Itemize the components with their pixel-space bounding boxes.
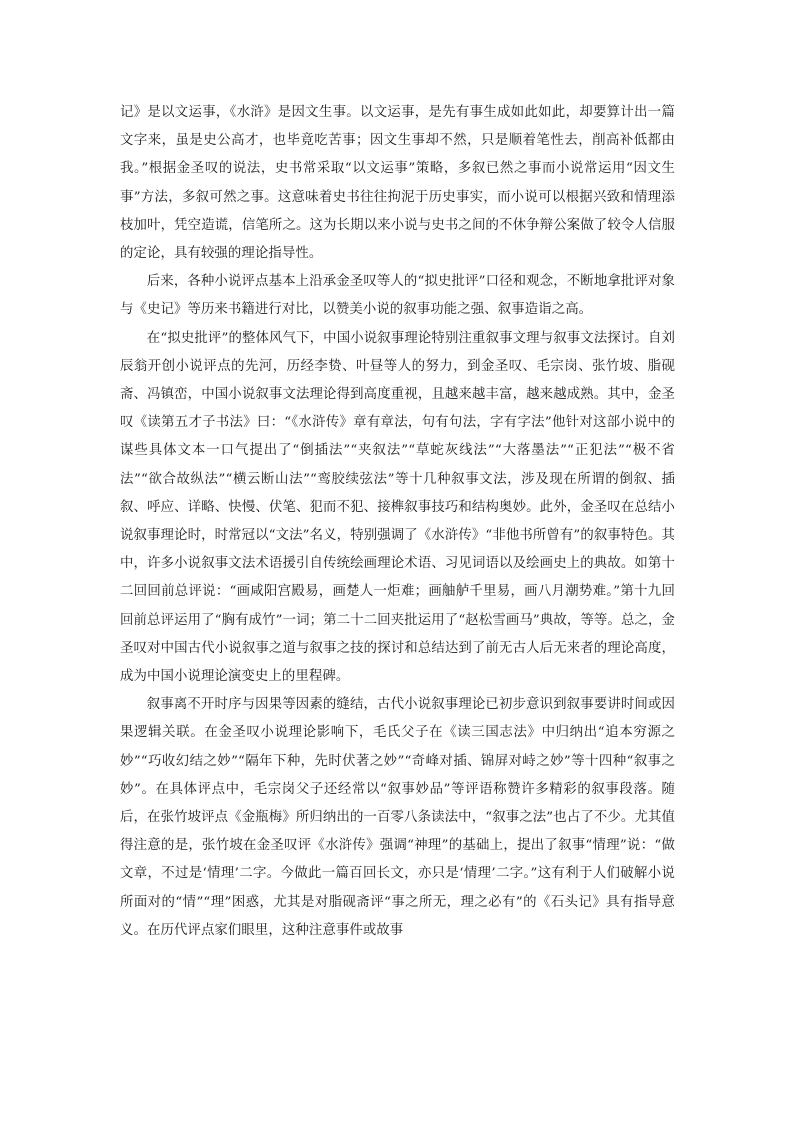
document-page — [120, 99, 675, 945]
body-paragraph-4: 叙事离不开时序与因果等因素的缝结，古代小说叙事理论已初步意识到叙事要讲时间或因果逻辑关联。在金圣叹小说理论影响下，毛氏父子在《读三国志法》中归纳出“追本穷源之妙”“巧收幻结之妙”“隔年下种，先时伏著之妙”“奇峰对插、锦屏对峙之妙”等十四种“叙事之妙”。在具体评点中，毛宗岗父子还经常以“叙事妙品”等评语称赞许多精彩的叙事段落。随后，在张竹坡评点《金瓶梅》所归纳出的一百零八条读法中，“叙事之法”也占了不少。尤其值得注意的是，张竹坡在金圣叹评《水浒传》强调“神理”的基础上，提出了叙事“情理”说：“做文章，不过是‘情理’二字。今做此一篇百回长文，亦只是‘情理’二字。”这有利于人们破解小说所面对的“情”“理”困惑，尤其是对脂砚斋评“事之所无，理之必有”的《石头记》具有指导意义。在历代评点家们眼里，这种注意事件或故事 — [120, 697, 675, 938]
body-paragraph-3: 在“拟史批评”的整体风气下，中国小说叙事理论特别注重叙事文理与叙事文法探讨。自刘辰翁开创小说评点的先河，历经李贽、叶昼等人的努力，到金圣叹、毛宗岗、张竹坡、脂砚斋、冯镇峦，中国小说叙事文法理论得到高度重视，且越来越丰富，越来越成熟。其中，金圣叹《读第五才子书法》曰：“《水浒传》章有章法，句有句法，字有字法”他针对这部小说中的谋些具体文本一口气提出了“倒插法”“夹叙法”“草蛇灰线法”“大落墨法”“正犯法”“极不省法”“欲合故纵法”“横云断山法”“鸾胶续弦法”等十几种叙事文法，涉及现在所谓的倒叙、插叙、呼应、详略、快慢、伏笔、犯而不犯、接榫叙事技巧和结构奥妙。此外，金圣叹在总结小说叙事理论时，时常冠以“文法”名义，特别强调了《水浒传》“非他书所曾有”的叙事特色。其中，许多小说叙事文法术语援引自传统绘画理论术语、习见词语以及绘画史上的典故。如第十二回回前总评说：“画咸阳宫殿易，画楚人一炬难；画舳舻千里易，画八月潮势难。”第十九回回前总评运用了“胸有成竹”一词；第二十二回夹批运用了“赵松雪画马”典故，等等。总之，金圣叹对中国古代小说叙事之道与叙事之技的探讨和总结达到了前无古人后无来者的理论高度，成为中国小说理论演变史上的里程碑。 — [120, 330, 675, 685]
body-paragraph-2: 后来，各种小说评点基本上沿承金圣叹等人的“拟史批评”口径和观念，不断地拿批评对象与《史记》等历来书籍进行对比，以赞美小说的叙事功能之强、叙事造诣之高。 — [120, 274, 675, 318]
body-paragraph-1: 记》是以文运事，《水浒》是因文生事。以文运事，是先有事生成如此如此，却要算计出一篇文字来，虽是史公高才，也毕竟吃苦事；因文生事却不然，只是顺着笔性去，削高补低都由我。”根据金圣叹的说法，史书常采取“以文运事”策略，多叙已然之事而小说常运用“因文生事”方法，多叙可然之事。这意味着史书往往拘泥于历史事实，而小说可以根据兴致和情理添枝加叶，凭空造谎，信笔所之。这为长期以来小说与史书之间的不休争辩公案做了较令人信服的定论，具有较强的理论指导性。 — [120, 105, 675, 262]
